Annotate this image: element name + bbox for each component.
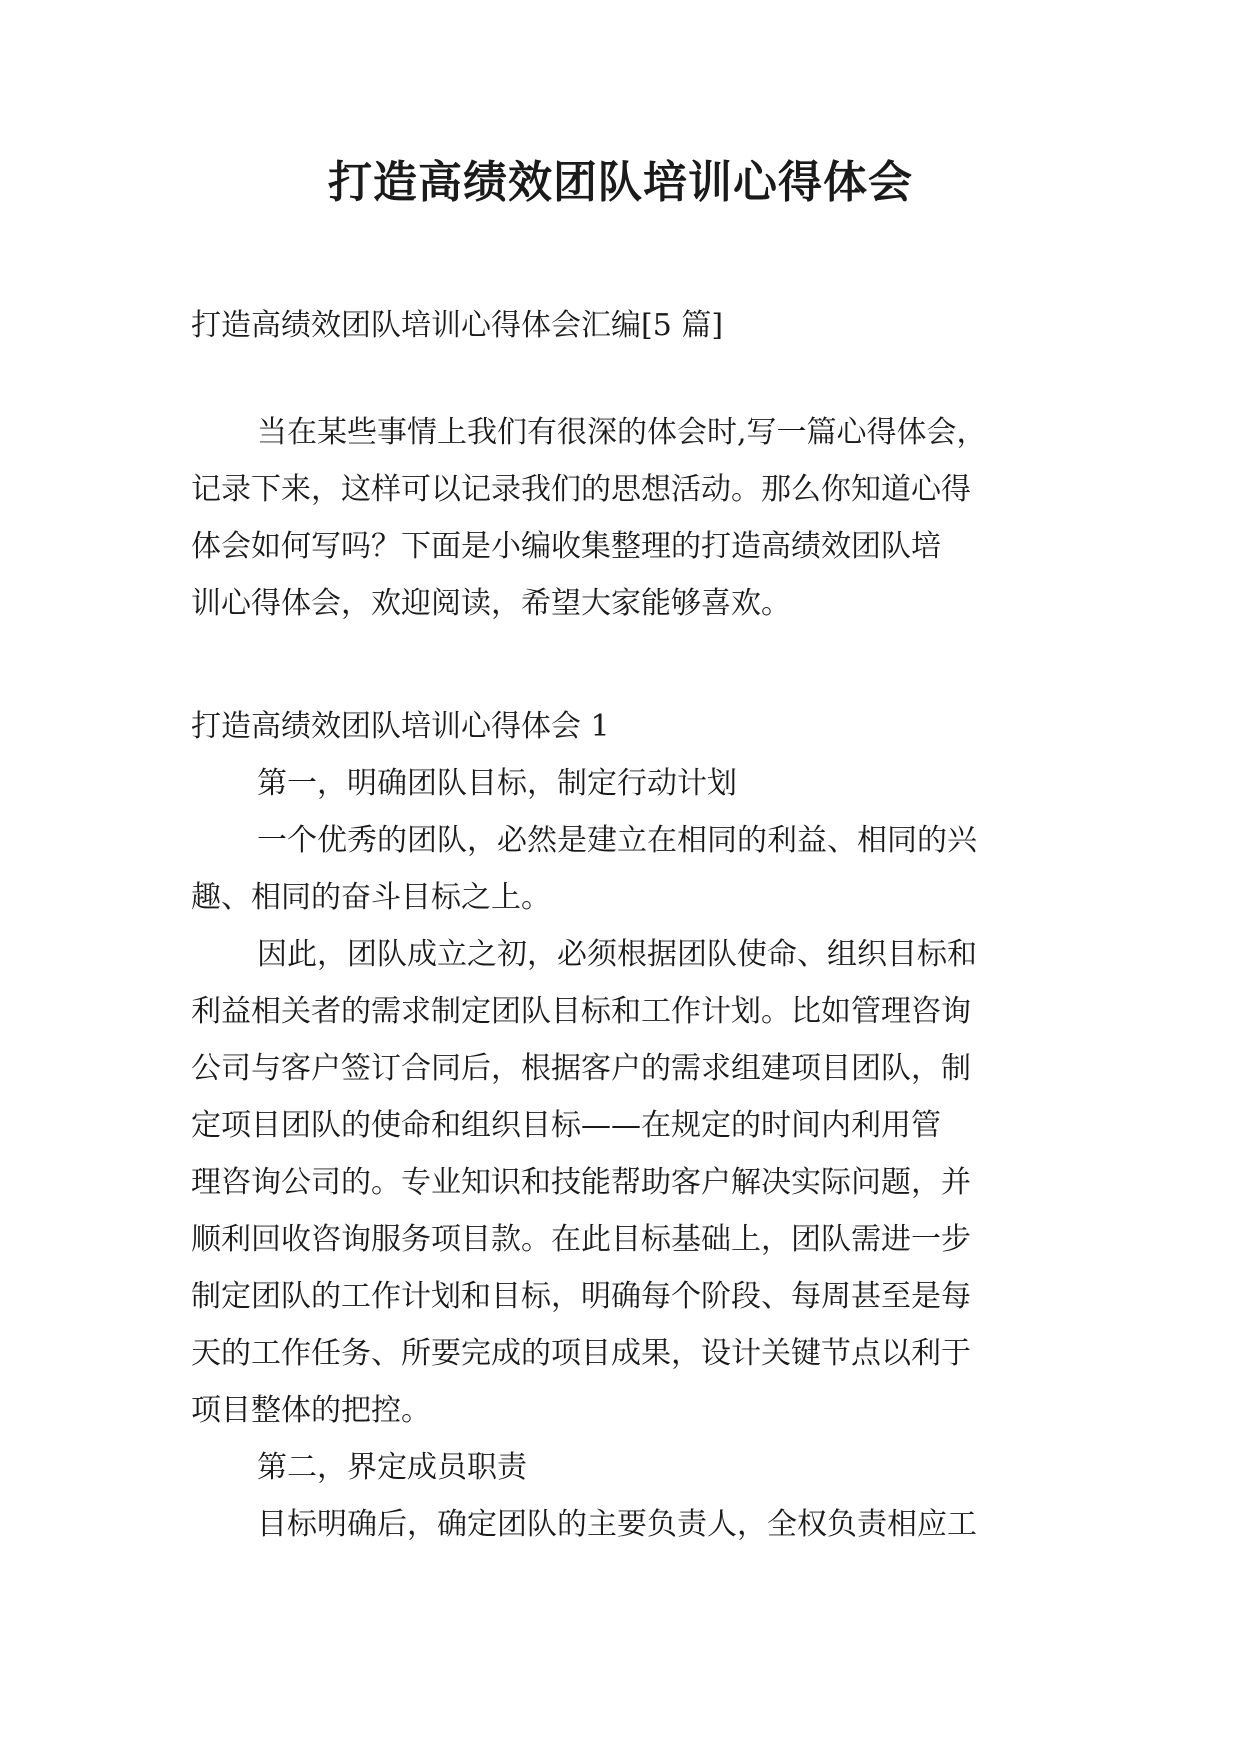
para2-line-6: 顺利回收咨询服务项目款。在此目标基础上，团队需进一步 — [191, 1222, 971, 1257]
para1-line-1: 一个优秀的团队，必然是建立在相同的利益、相同的兴 — [257, 823, 977, 858]
intro-line-4: 训心得体会，欢迎阅读，希望大家能够喜欢。 — [191, 586, 791, 621]
point2-heading: 第二，界定成员职责 — [257, 1450, 527, 1485]
para2-line-4: 定项目团队的使命和组织目标——在规定的时间内利用管 — [191, 1108, 941, 1143]
para2-line-7: 制定团队的工作计划和目标，明确每个阶段、每周甚至是每 — [191, 1279, 971, 1314]
para2-line-5: 理咨询公司的。专业知识和技能帮助客户解决实际问题，并 — [191, 1165, 971, 1200]
section-heading: 打造高绩效团队培训心得体会 1 — [191, 709, 610, 744]
para2-line-8: 天的工作任务、所要完成的项目成果，设计关键节点以利于 — [191, 1336, 971, 1371]
para2-line-2: 利益相关者的需求制定团队目标和工作计划。比如管理咨询 — [191, 994, 971, 1029]
para2-line-9: 项目整体的把控。 — [191, 1393, 431, 1428]
intro-line-3: 体会如何写吗？下面是小编收集整理的打造高绩效团队培 — [191, 529, 941, 564]
document-title: 打造高绩效团队培训心得体会 — [328, 157, 913, 208]
point1-heading: 第一，明确团队目标，制定行动计划 — [257, 766, 737, 801]
intro-line-1: 当在某些事情上我们有很深的体会时,写一篇心得体会， — [257, 415, 987, 450]
para3-line-1: 目标明确后，确定团队的主要负责人，全权负责相应工 — [257, 1507, 977, 1542]
document-subtitle: 打造高绩效团队培训心得体会汇编[5 篇] — [191, 308, 724, 343]
para2-line-1: 因此，团队成立之初，必须根据团队使命、组织目标和 — [257, 937, 977, 972]
intro-line-2: 记录下来，这样可以记录我们的思想活动。那么你知道心得 — [191, 472, 971, 507]
para1-line-2: 趣、相同的奋斗目标之上。 — [191, 880, 551, 915]
para2-line-3: 公司与客户签订合同后，根据客户的需求组建项目团队，制 — [191, 1051, 971, 1086]
